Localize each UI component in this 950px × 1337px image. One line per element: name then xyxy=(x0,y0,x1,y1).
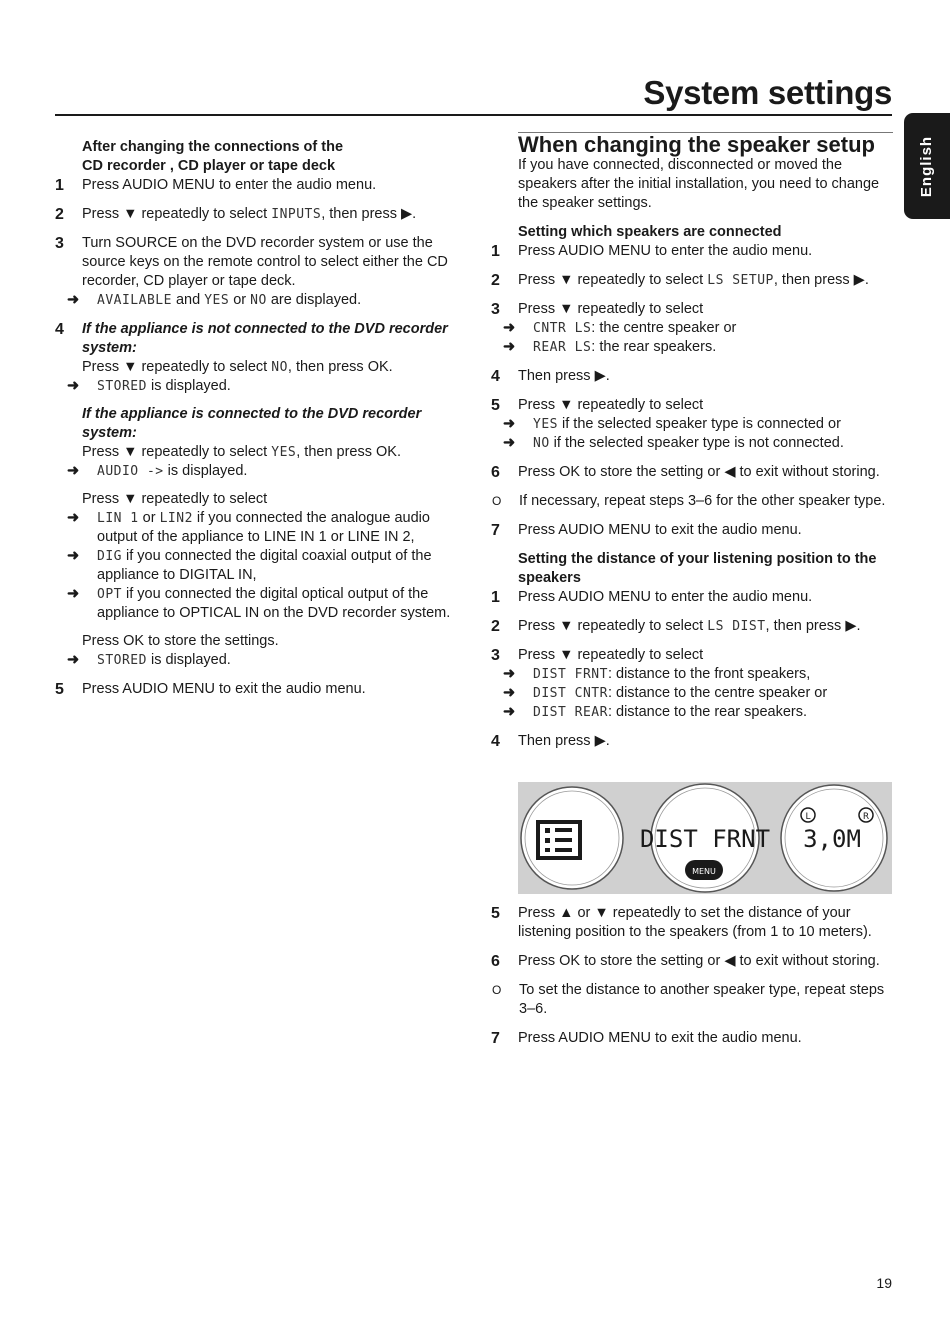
right-a-step-6: 6 Press OK to store the setting or ◀ to exit without storing. xyxy=(491,464,880,481)
step-text: Press ▼ repeatedly to select INPUTS, then press ▶. xyxy=(82,206,417,222)
bullet-icon: O xyxy=(492,494,502,508)
section-heading: When changing the speaker setup xyxy=(518,132,875,157)
right-b-step-4: 4 Then press ▶. xyxy=(491,733,610,750)
step-text: Turn SOURCE on the DVD recorder system or use the source keys on the remote control to select either the CD recorder, CD player or tape deck. ➜ AVAILABLE and YES or NO are displayed. xyxy=(82,234,457,310)
arrow-icon: ➜ xyxy=(67,378,80,394)
language-tab-label: English xyxy=(918,135,936,197)
right-b-bullet: O To set the distance to another speaker type, repeat steps 3–6. xyxy=(492,982,885,1017)
step-number: 5 xyxy=(55,681,64,698)
language-tab xyxy=(904,113,950,219)
step-text: If the appliance is not connected to the DVD recorder system: Press ▼ repeatedly to select NO, then press OK. ➜ STORED is displayed. If the appliance is connected to the DVD recorder system: Press ▼ repeatedly to select YES, then press OK. ➜ AUDIO -> is displayed. Press ▼ repeatedly to select ➜ LIN 1 or LIN2 if you connected the analogue audio output of the appliance to LINE IN 1 or LINE IN 2, ➜ DIG if you connected the digital coaxial output of the appliance to DIGITAL IN, ➜ OPT if you connected the digital optical output of the appliance to OPTICAL IN on the DVD recorder system. Press OK to store the settings. ➜ STORED is displayed. xyxy=(82,320,457,670)
left-step-2 xyxy=(55,205,457,224)
right-a-step-7: 7 Press AUDIO MENU to exit the audio menu. xyxy=(491,522,802,539)
menu-button-label: MENU xyxy=(692,867,716,876)
arrow-icon: ➜ xyxy=(503,685,516,701)
condition-heading: If the appliance is connected to the DVD recorder system: xyxy=(82,406,422,441)
step-number: 1 xyxy=(55,177,64,194)
left-heading xyxy=(82,138,457,176)
arrow-icon: ➜ xyxy=(67,548,80,564)
right-a-step-2: 2 Press ▼ repeatedly to select LS SETUP, then press ▶. xyxy=(491,272,869,289)
right-knob-label: R xyxy=(862,812,870,822)
arrow-icon: ➜ xyxy=(67,463,80,479)
left-step-1 xyxy=(55,176,457,195)
step-text: Press AUDIO MENU to exit the audio menu. xyxy=(82,681,366,697)
left-knob-label: L xyxy=(805,812,811,822)
left-heading-line1: After changing the connections of the xyxy=(82,139,344,155)
arrow-icon: ➜ xyxy=(503,666,516,682)
right-b-step-2: 2 Press ▼ repeatedly to select LS DIST, then press ▶. xyxy=(491,618,861,635)
right-a-step-3: 3 Press ▼ repeatedly to select ➜ CNTR LS: the centre speaker or ➜ REAR LS: the rear speakers. xyxy=(491,301,737,355)
right-a-step-4: 4 Then press ▶. xyxy=(491,368,610,385)
arrow-icon: ➜ xyxy=(503,339,516,355)
right-b-step-6: 6 Press OK to store the setting or ◀ to exit without storing. xyxy=(491,953,880,970)
arrow-icon: ➜ xyxy=(503,704,516,720)
arrow-icon: ➜ xyxy=(503,320,516,336)
arrow-icon: ➜ xyxy=(67,652,80,668)
arrow-icon: ➜ xyxy=(503,435,516,451)
page-title: System settings xyxy=(643,74,892,111)
intro-text: If you have connected, disconnected or moved the speakers after the initial installation, you need to change the speaker settings. xyxy=(518,157,880,211)
left-step-4 xyxy=(55,320,457,670)
arrow-icon: ➜ xyxy=(503,416,516,432)
device-display-illustration xyxy=(518,782,892,894)
right-b-step-1: 1 Press AUDIO MENU to enter the audio menu. xyxy=(491,589,813,606)
right-a-step-5: 5 Press ▼ repeatedly to select ➜ YES if the selected speaker type is connected or ➜ NO if the selected speaker type is not connected. xyxy=(491,397,844,451)
left-column xyxy=(55,138,457,699)
left-heading-line2: CD recorder , CD player or tape deck xyxy=(82,158,336,174)
right-column xyxy=(491,132,893,1048)
right-b-step-5: 5 Press ▲ or ▼ repeatedly to set the distance of your listening position to the speakers (from 1 to 10 meters). xyxy=(491,905,872,940)
right-a-bullet: O If necessary, repeat steps 3–6 for the other speaker type. xyxy=(492,493,886,509)
title-rule xyxy=(55,114,892,116)
subheading-speakers-connected: Setting which speakers are connected xyxy=(518,224,782,240)
result-line: ➜ AVAILABLE and YES or NO are displayed. xyxy=(67,292,362,308)
arrow-icon: ➜ xyxy=(67,586,80,602)
device-display-drawing xyxy=(518,782,892,894)
right-a-step-1: 1 Press AUDIO MENU to enter the audio menu. xyxy=(491,243,813,260)
lcd-display-text: DIST FRNT xyxy=(639,825,771,853)
right-b-step-7: 7 Press AUDIO MENU to exit the audio menu. xyxy=(491,1030,802,1047)
step-number: 2 xyxy=(55,206,64,223)
left-step-5 xyxy=(55,680,457,699)
step-number: 4 xyxy=(55,321,64,338)
left-step-3 xyxy=(55,234,457,310)
bullet-icon: O xyxy=(492,983,502,997)
step-text: Press AUDIO MENU to enter the audio menu. xyxy=(82,177,377,193)
step-number: 3 xyxy=(55,235,64,252)
lcd-text: INPUTS xyxy=(271,207,322,222)
arrow-icon: ➜ xyxy=(67,510,80,526)
page-number: 19 xyxy=(876,1275,892,1291)
right-b-step-3: 3 Press ▼ repeatedly to select ➜ DIST FRNT: distance to the front speakers, ➜ DIST CNTR: distance to the centre speaker or ➜ DIST REAR: distance to the rear speakers. xyxy=(491,647,828,720)
subheading-listening-distance: Setting the distance of your listening position to the speakers xyxy=(518,551,877,586)
distance-value-text: 3,0M xyxy=(803,825,861,853)
condition-heading: If the appliance is not connected to the DVD recorder system: xyxy=(82,321,448,356)
arrow-icon: ➜ xyxy=(67,292,80,308)
